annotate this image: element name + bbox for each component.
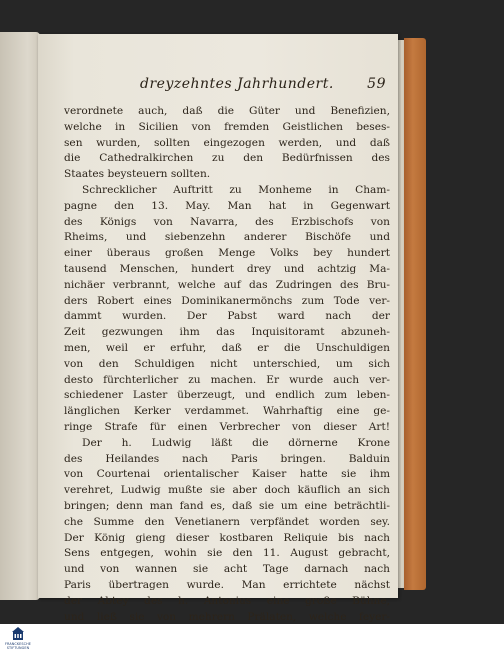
text-line: und ließ sie von mehrern Prälaten, welche feyer- [64, 610, 390, 623]
text-line: desto fürchterlicher zu machen. Er wurde auch ver- [64, 373, 390, 386]
text-line: dammt wurden. Der Pabst ward nach der [64, 310, 390, 323]
text-line: und von wannen sie acht Tage darnach nach [64, 563, 390, 576]
text-line: des Königs von Navarra, des Erzbischofs von [64, 215, 390, 228]
book-cover-edge [404, 38, 426, 590]
text-line: Rheims, und siebenzehn anderer Bischöfe und [64, 231, 390, 244]
text-line: Der König gieng dieser kostbaren Reliquie bis nach [64, 531, 390, 544]
text-line: länglichen Kerker verdammet. Wahrhaftig eine ge- [64, 405, 390, 418]
text-line: sen wurden, sollten eingezogen werden, und daß [64, 136, 390, 149]
text-line: Staates beysteuern sollten. [64, 168, 211, 181]
text-line: schiedener Laster überzeugt, und endlich zum leben- [64, 389, 390, 402]
running-header [140, 76, 386, 94]
francke-foundation-logo[interactable] [4, 627, 32, 652]
text-line: nichäer verbrannt, welche auf das Zudringen des Bru- [64, 278, 390, 291]
text-line: von den Schuldigen nicht unterschied, um sich [64, 357, 390, 370]
text-line: einer überaus großen Menge Volks bey hundert [64, 247, 390, 260]
text-line: ders Robert eines Dominikanermönchs zum Tode ver- [64, 294, 390, 307]
page-number: 59 [367, 76, 386, 92]
text-line: verordnete auch, daß die Güter und Benefizien, [64, 105, 390, 117]
page-body-text [64, 104, 390, 641]
text-line: ringe Strafe für einen Verbrecher von dieser Art! [64, 420, 390, 433]
text-line: men, weil er erfuhr, daß er die Unschuldigen [64, 341, 390, 354]
left-page-edge [0, 32, 40, 600]
logo-text: FRANCKESCHE STIFTUNGEN [4, 642, 32, 650]
running-title: dreyzehntes Jahrhundert. [140, 76, 334, 92]
text-line: tausend Menschen, hundert drey und achtzig Ma- [64, 262, 390, 275]
text-line: Zeit gezwungen ihm das Inquisitoramt abzuneh- [64, 326, 390, 339]
text-line: des Heilandes nach Paris bringen. Balduin [64, 452, 390, 465]
text-line: Sens entgegen, wohin sie den 11. August gebracht, [64, 547, 390, 560]
text-line: Schrecklicher Auftritt zu Monheme in Cham- [82, 183, 390, 196]
text-line: verehret, Ludwig mußte sie aber doch käuflich an sich [64, 484, 390, 497]
text-line: che Summe den Venetianern verpfändet worden sey. [64, 515, 390, 528]
building-icon [12, 627, 24, 641]
text-line: Der h. Ludwig läßt die dörnerne Krone [82, 436, 390, 449]
text-line: von Courtenai orientalischer Kaiser hatte sie ihm [64, 468, 390, 481]
text-line: der Abtey des h. Antonius eine große Bühne, [64, 594, 390, 607]
text-line: Paris übertragen wurde. Man errichtete nächst [64, 578, 390, 591]
text-line: die Cathedralkirchen zu den Bedürfnissen des [64, 152, 390, 165]
viewer-footer-bar [0, 624, 504, 654]
text-line: pagne den 13. May. Man hat in Gegenwart [64, 199, 390, 212]
text-line: bringen; denn man fand es, daß sie um eine beträchtli- [64, 499, 390, 512]
text-line: welche in Sicilien von fremden Geistlichen beses- [64, 120, 390, 133]
